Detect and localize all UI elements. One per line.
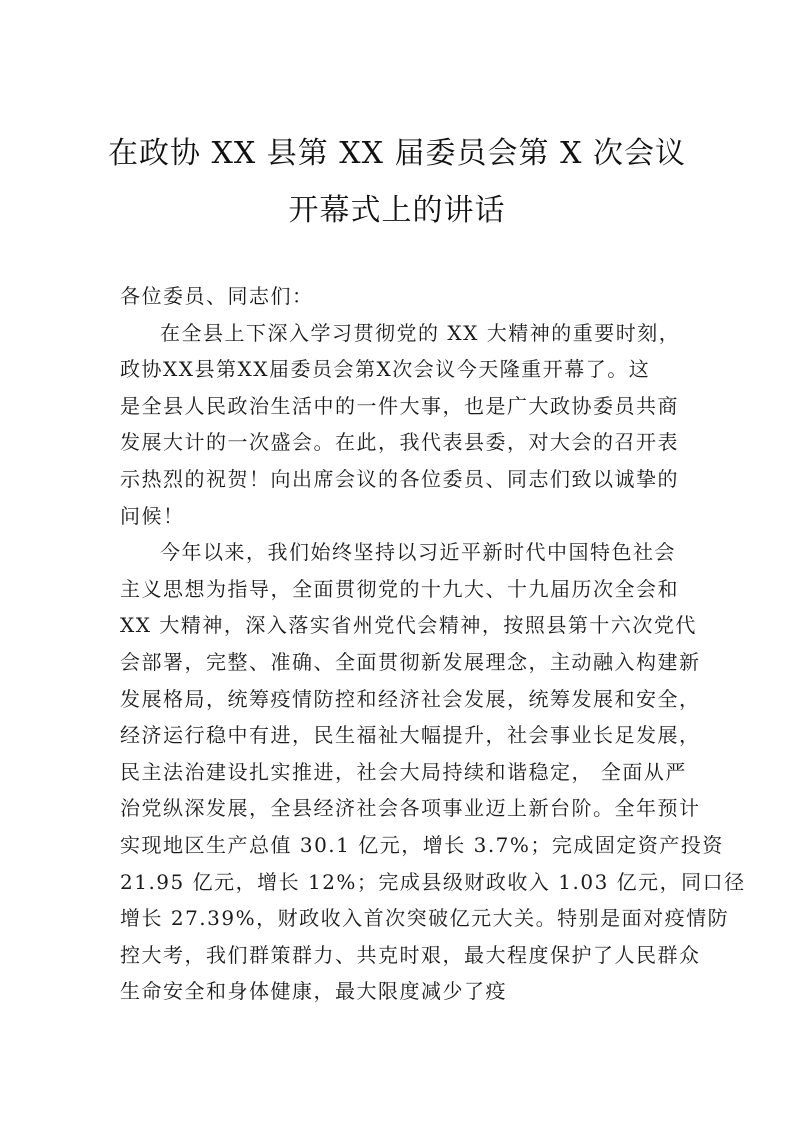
paragraph-line: 是全县人民政治生活中的一件大事，也是广大政协委员共商 [120, 393, 679, 418]
paragraph-line: 政协XX县第XX届委员会第X次会议今天隆重开幕了。这 [120, 357, 651, 382]
paragraph-line: XX 大精神，深入落实省州党代会精神，按照县第十六次党代 [120, 613, 697, 638]
paragraph-line: 治党纵深发展，全县经济社会各项事业迈上新台阶。全年预计 [120, 796, 701, 821]
paragraph-1 [120, 315, 680, 535]
paragraph-line: 示热烈的祝贺！向出席会议的各位委员、同志们致以诚挚的 [120, 466, 679, 491]
paragraph-line: 增长 27.39%，财政收入首次突破亿元大关。特别是面对疫情防 [120, 906, 730, 931]
document-title-line-2: 开幕式上的讲话 [288, 193, 506, 228]
paragraph-line: 生命安全和身体健康，最大限度减少了疫 [120, 979, 507, 1004]
paragraph-line: 主义思想为指导，全面贯彻党的十九大、十九届历次全会和 [120, 576, 679, 601]
paragraph-line: 控大考，我们群策群力、共克时艰，最大程度保护了人民群众 [120, 942, 701, 967]
salutation: 各位委员、同志们： [120, 284, 314, 308]
document-body [120, 278, 746, 1010]
document-title-line-1: 在政协 XX 县第 XX 届委员会第 X 次会议 [107, 136, 686, 171]
paragraph-line: 发展格局，统筹疫情防控和经济社会发展，统筹发展和安全， [120, 686, 701, 711]
paragraph-line: 发展大计的一次盛会。在此，我代表县委，对大会的召开表 [120, 430, 679, 455]
paragraph-line: 民主法治建设扎实推进，社会大局持续和谐稳定， 全面从严 [120, 759, 687, 784]
paragraph-line: 在全县上下深入学习贯彻党的 XX 大精神的重要时刻， [160, 320, 681, 345]
paragraph-2 [120, 534, 746, 1010]
paragraph-line: 21.95 亿元，增长 12%；完成县级财政收入 1.03 亿元，同口径 [120, 869, 746, 894]
paragraph-line: 会部署，完整、准确、全面贯彻新发展理念，主动融入构建新 [120, 649, 701, 674]
paragraph-line: 今年以来，我们始终坚持以习近平新时代中国特色社会 [160, 540, 676, 565]
paragraph-line: 问候！ [120, 503, 185, 528]
paragraph-line: 实现地区生产总值 30.1 亿元，增长 3.7%；完成固定资产投资 [120, 832, 724, 857]
paragraph-line: 经济运行稳中有进，民生福祉大幅提升，社会事业长足发展， [120, 723, 701, 748]
